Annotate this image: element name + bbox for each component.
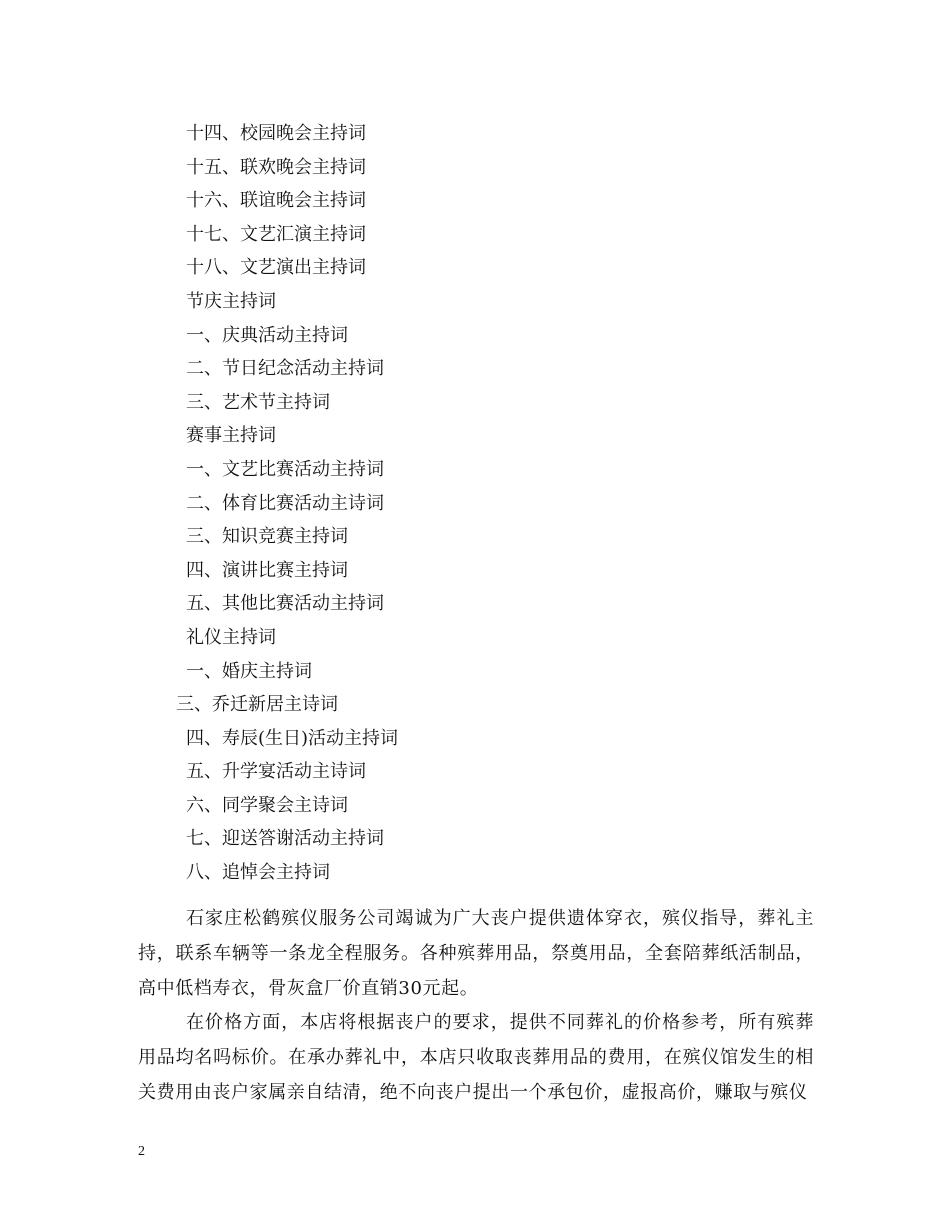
section-heading: 赛事主持词 bbox=[186, 425, 276, 447]
outline-item: 三、乔迁新居主诗词 bbox=[176, 694, 338, 716]
outline-item: 十六、联谊晚会主持词 bbox=[186, 190, 366, 212]
outline-item: 八、追悼会主持词 bbox=[186, 862, 330, 884]
outline-item: 六、同学聚会主诗词 bbox=[186, 794, 348, 816]
outline-item: 二、体育比赛活动主诗词 bbox=[186, 492, 384, 514]
body-paragraph: 石家庄松鹤殡仪服务公司竭诚为广大丧户提供遗体穿衣，殡仪指导，葬礼主持，联系车辆等一条龙全程服务。各种殡葬用品，祭奠用品，全套陪葬纸活制品，高中低档寿衣，骨灰盒厂价直销30元起。 bbox=[138, 908, 814, 999]
outline-item: 十七、文艺汇演主持词 bbox=[186, 223, 366, 245]
outline-item: 一、庆典活动主持词 bbox=[186, 324, 348, 346]
body-paragraph: 在价格方面，本店将根据丧户的要求，提供不同葬礼的价格参考，所有殡葬用品均名吗标价。在承办葬礼中，本店只收取丧葬用品的费用，在殡仪馆发生的相关费用由丧户家属亲自结清，绝不向丧户提出一个承包价，虚报高价，赚取与殡仪 bbox=[138, 1012, 814, 1103]
outline-item: 二、节日纪念活动主持词 bbox=[186, 358, 384, 380]
outline-item: 三、艺术节主持词 bbox=[186, 391, 330, 413]
page-number: 2 bbox=[138, 1144, 145, 1159]
outline-item: 三、知识竞赛主持词 bbox=[186, 526, 348, 548]
outline-item: 七、迎送答谢活动主持词 bbox=[186, 828, 384, 850]
outline-item: 一、婚庆主持词 bbox=[186, 660, 312, 682]
outline-item: 十五、联欢晚会主持词 bbox=[186, 156, 366, 178]
outline-item: 五、其他比赛活动主持词 bbox=[186, 593, 384, 615]
outline-item: 四、寿辰(生日)活动主持词 bbox=[186, 727, 399, 749]
outline-item: 十四、校园晚会主持词 bbox=[186, 123, 366, 144]
outline-list bbox=[176, 117, 399, 890]
section-heading: 节庆主持词 bbox=[186, 290, 276, 312]
outline-item: 五、升学宴活动主诗词 bbox=[186, 761, 366, 783]
outline-item: 四、演讲比赛主持词 bbox=[186, 559, 348, 581]
section-heading: 礼仪主持词 bbox=[186, 626, 276, 648]
outline-item: 一、文艺比赛活动主持词 bbox=[186, 458, 384, 480]
outline-item: 十八、文艺演出主持词 bbox=[186, 257, 366, 279]
